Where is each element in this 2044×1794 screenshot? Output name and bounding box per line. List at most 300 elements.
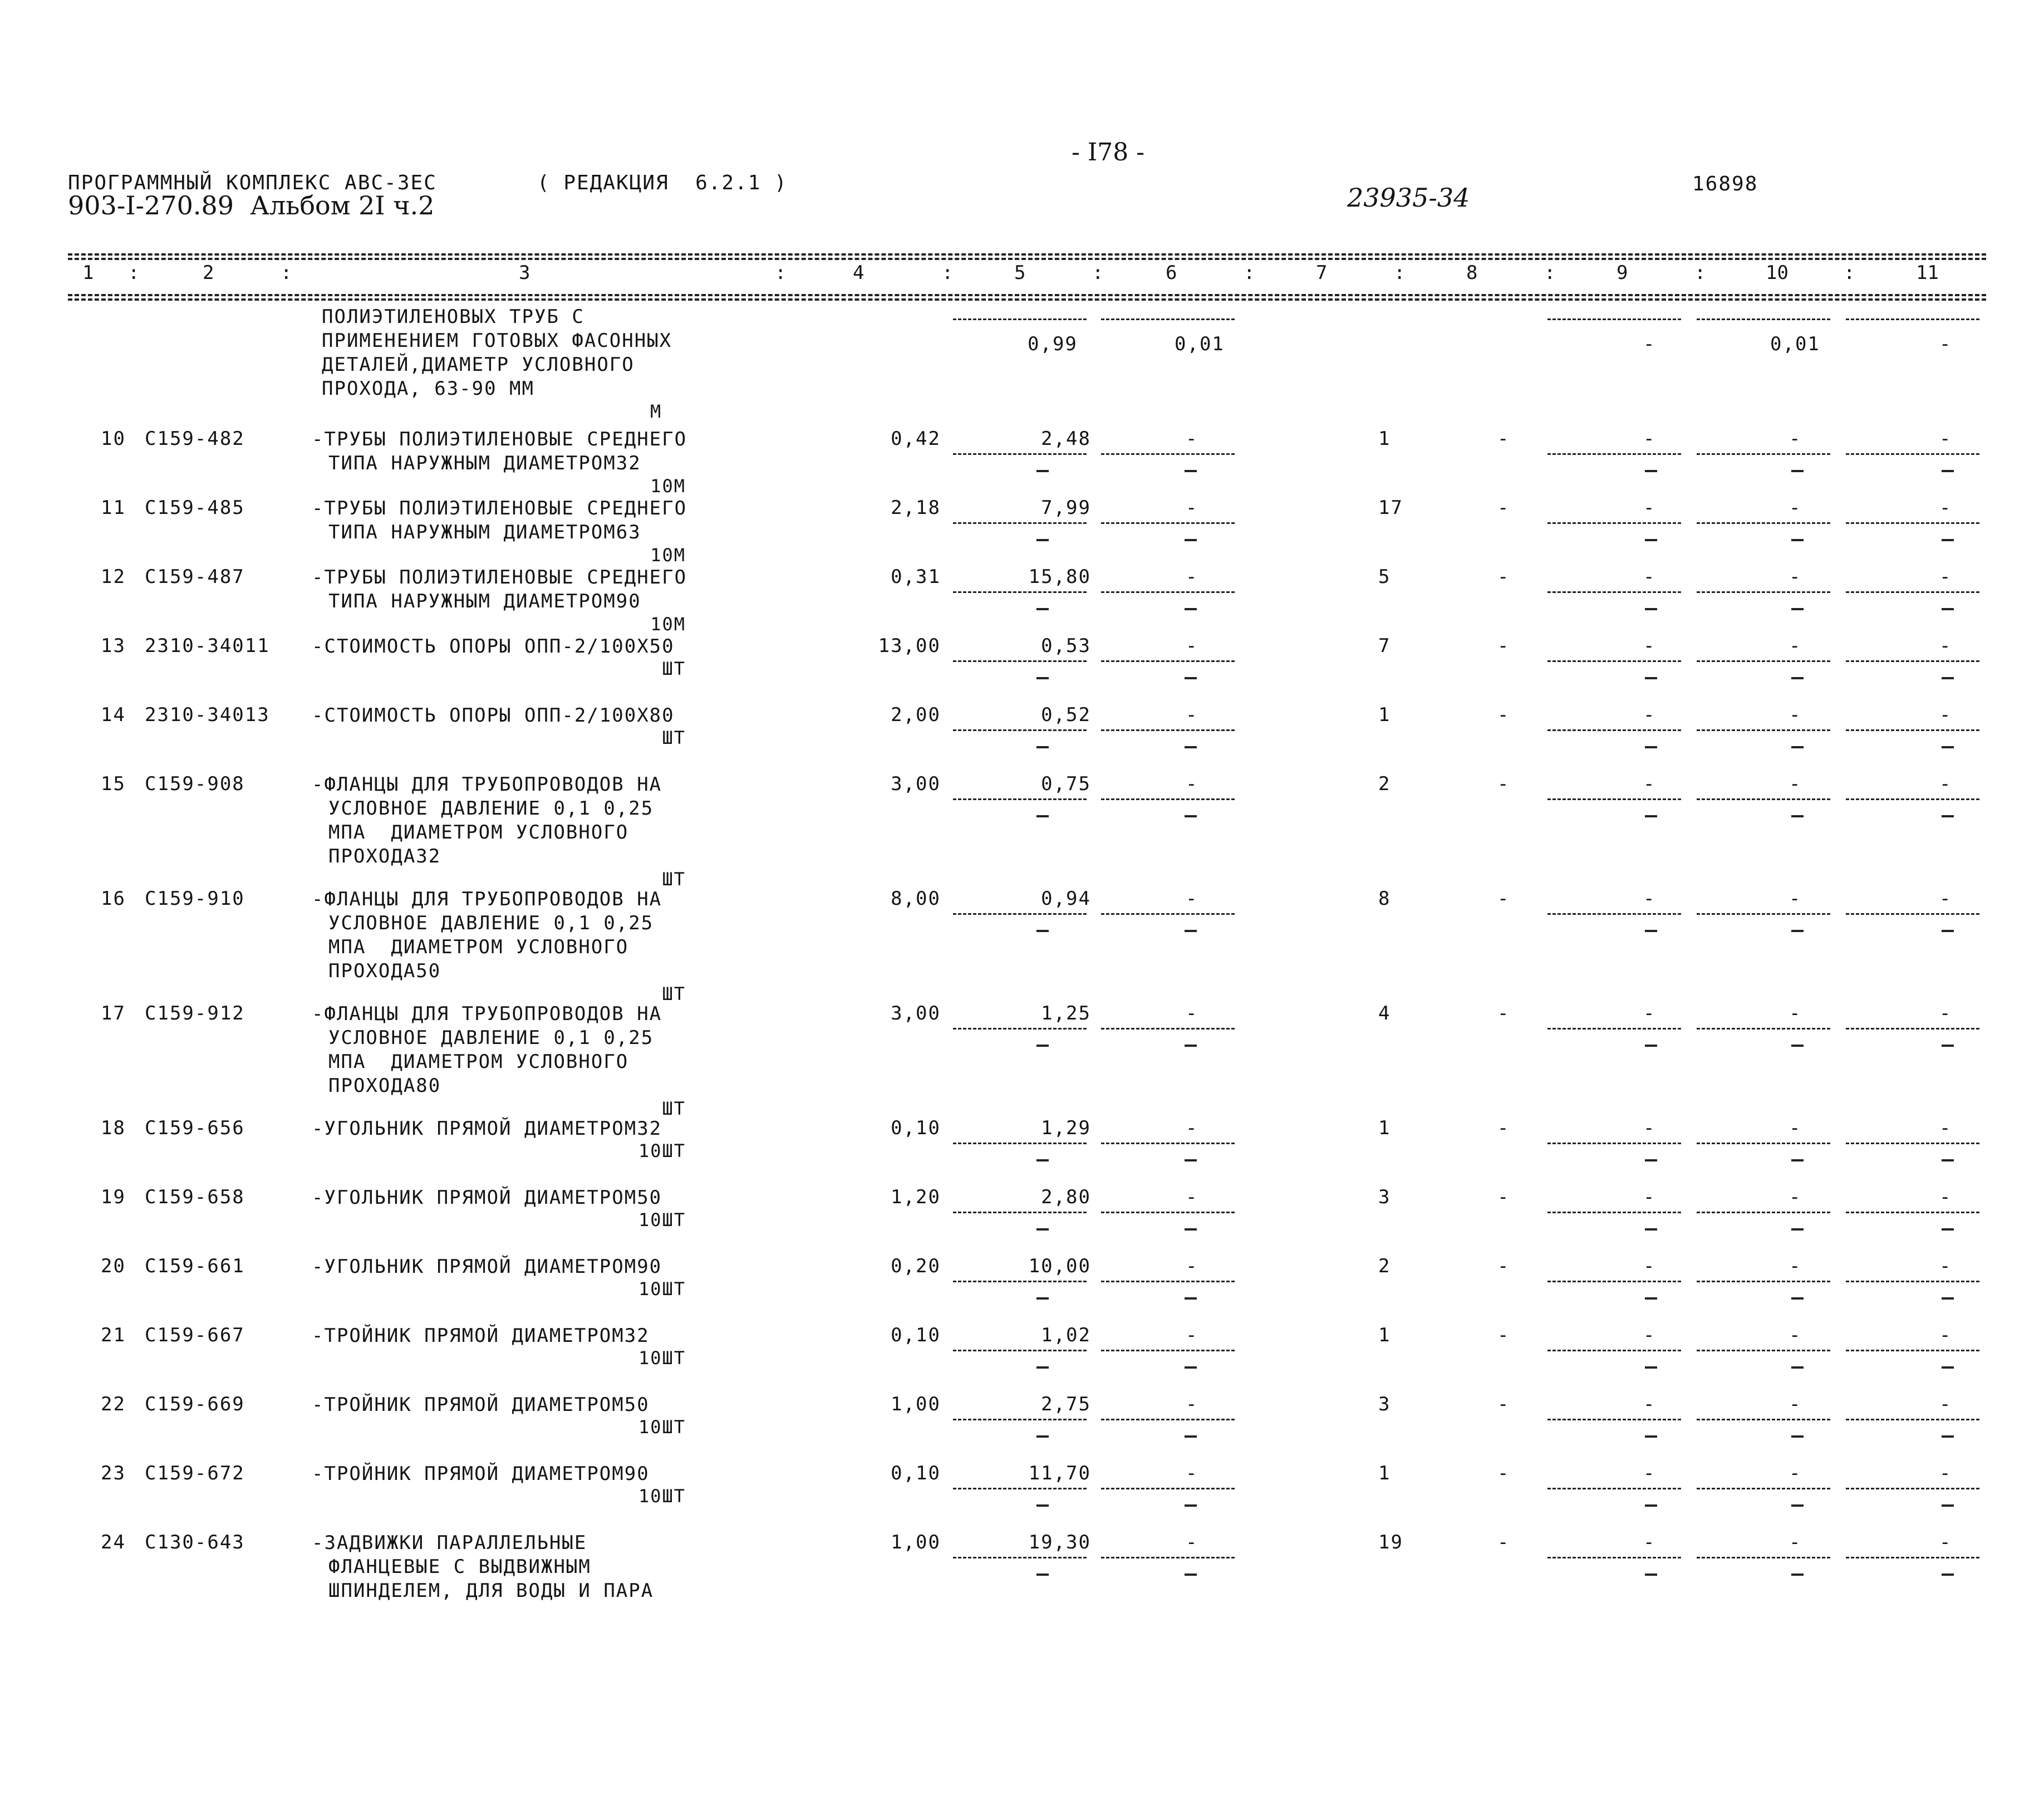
row-number: 14 (101, 704, 126, 726)
row-c5: 15,80 (1028, 566, 1091, 588)
divider (1547, 798, 1681, 800)
sub-dash (1036, 1228, 1049, 1231)
row-c10: - (1789, 566, 1802, 588)
row-unit: 10М (650, 614, 686, 635)
divider (1547, 522, 1681, 524)
divider (1846, 1281, 1979, 1282)
row-c9: - (1643, 1255, 1656, 1277)
col-sep: : (1844, 262, 1855, 284)
row-description-line: МПА ДИАМЕТРОМ УСЛОВНОГО (328, 1051, 629, 1073)
row-number: 13 (101, 635, 126, 657)
divider (1697, 453, 1830, 455)
sub-dash (1185, 1435, 1197, 1438)
row-number: 17 (101, 1002, 126, 1025)
intro-c10: 0,01 (1770, 333, 1820, 355)
row-c6: - (1186, 566, 1198, 588)
row-unit: 10М (650, 476, 686, 497)
row-c8: - (1497, 1186, 1510, 1208)
row-code: С159-672 (145, 1462, 245, 1484)
sub-dash (1942, 677, 1954, 679)
divider (953, 1419, 1087, 1420)
row-number: 21 (101, 1324, 126, 1346)
row-c9: - (1643, 1186, 1656, 1208)
document-number: 23935-34 (1347, 183, 1470, 213)
row-code: С159-482 (145, 428, 245, 450)
row-c5: 11,70 (1028, 1462, 1091, 1484)
divider (1697, 1488, 1830, 1489)
row-code: С159-658 (145, 1186, 245, 1208)
row-c6: - (1186, 1002, 1198, 1025)
row-description-line: ТИПА НАРУЖНЫМ ДИАМЕТРОМ63 (328, 521, 641, 543)
sub-dash (1036, 1159, 1049, 1161)
row-c10: - (1789, 635, 1802, 657)
row-number: 24 (101, 1531, 126, 1553)
row-c11: - (1939, 1324, 1952, 1346)
sub-dash (1185, 470, 1197, 472)
col-sep: : (281, 262, 292, 284)
intro-unit: М (650, 401, 662, 422)
row-c4: 0,31 (891, 566, 941, 588)
sub-dash (1791, 1574, 1804, 1576)
row-c10: - (1789, 1324, 1802, 1346)
row-unit: 10ШТ (638, 1347, 686, 1369)
sub-dash (1036, 746, 1049, 748)
row-c6: - (1186, 704, 1198, 726)
row-description-line: УСЛОВНОЕ ДАВЛЕНИЕ 0,1 0,25 (328, 1027, 654, 1049)
row-code: С159-661 (145, 1255, 245, 1277)
divider (1101, 591, 1235, 593)
row-c8: - (1497, 566, 1510, 588)
row-c8: - (1497, 1324, 1510, 1346)
sub-dash (1645, 677, 1657, 679)
sub-dash (1645, 1159, 1657, 1161)
project-album: 903-I-270.89 Альбом 2I ч.2 (68, 190, 435, 220)
row-c5: 1,25 (1041, 1002, 1091, 1025)
row-unit: 10М (650, 545, 686, 566)
row-unit: ШТ (662, 727, 686, 748)
row-unit: 10ШТ (638, 1278, 686, 1300)
col-sep: : (1394, 262, 1406, 284)
row-c6: - (1186, 1324, 1198, 1346)
row-c11: - (1939, 497, 1952, 519)
col-9: 9 (1616, 262, 1628, 284)
row-c8: - (1497, 497, 1510, 519)
row-c7: 19 (1378, 1531, 1403, 1553)
row-unit: 10ШТ (638, 1209, 686, 1231)
sub-dash (1942, 608, 1954, 610)
row-c6: - (1186, 1393, 1198, 1415)
page-number: - I78 - (1072, 138, 1145, 166)
row-c4: 0,10 (891, 1324, 941, 1346)
row-c7: 2 (1378, 1255, 1391, 1277)
sub-dash (1942, 1228, 1954, 1231)
row-c6: - (1186, 1255, 1198, 1277)
sub-dash (1645, 1574, 1657, 1576)
sub-dash (1942, 1297, 1954, 1300)
sub-dash (1036, 1574, 1049, 1576)
divider (1101, 729, 1235, 731)
divider (953, 913, 1087, 915)
document-code: 16898 (1692, 173, 1758, 195)
row-c7: 1 (1378, 1324, 1391, 1346)
row-c8: - (1497, 1002, 1510, 1025)
sub-dash (1645, 815, 1657, 817)
divider (953, 591, 1087, 593)
row-description-line: УСЛОВНОЕ ДАВЛЕНИЕ 0,1 0,25 (328, 912, 654, 934)
divider (1697, 1212, 1830, 1213)
row-c8: - (1497, 888, 1510, 910)
row-c9: - (1643, 497, 1656, 519)
row-description-line: ПРОХОДА50 (328, 960, 441, 982)
header-top-rule (68, 253, 1986, 256)
divider (1101, 798, 1235, 800)
divider (953, 729, 1087, 731)
sub-dash (1942, 1366, 1954, 1369)
row-description-line: -ФЛАНЦЫ ДЛЯ ТРУБОПРОВОДОВ НА (312, 1003, 662, 1025)
sub-dash (1036, 539, 1049, 541)
divider (953, 1212, 1087, 1213)
row-c9: - (1643, 773, 1656, 795)
divider (1547, 660, 1681, 662)
row-c5: 2,48 (1041, 428, 1091, 450)
row-number: 20 (101, 1255, 126, 1277)
sub-dash (1036, 677, 1049, 679)
row-c11: - (1939, 1531, 1952, 1553)
divider (1101, 522, 1235, 524)
row-number: 12 (101, 566, 126, 588)
sub-dash (1791, 1504, 1804, 1507)
row-description-line: -ТРУБЫ ПОЛИЭТИЛЕНОВЫЕ СРЕДНЕГО (312, 497, 687, 519)
divider (953, 660, 1087, 662)
divider (1846, 453, 1979, 455)
row-number: 10 (101, 428, 126, 450)
divider (1846, 1419, 1979, 1420)
divider (1846, 1212, 1979, 1213)
divider (1846, 729, 1979, 731)
row-c9: - (1643, 888, 1656, 910)
sub-dash (1645, 470, 1657, 472)
sub-dash (1791, 1228, 1804, 1231)
row-c9: - (1643, 428, 1656, 450)
sub-dash (1036, 1366, 1049, 1369)
col-7: 7 (1316, 262, 1328, 284)
row-c11: - (1939, 773, 1952, 795)
row-code: 2310-34011 (145, 635, 270, 657)
row-c6: - (1186, 497, 1198, 519)
intro-line: ПРОХОДА, 63-90 ММ (322, 378, 534, 400)
row-c10: - (1789, 704, 1802, 726)
divider (1101, 453, 1235, 455)
divider (1101, 1281, 1235, 1282)
row-c5: 1,29 (1041, 1117, 1091, 1139)
col-11: 11 (1916, 262, 1939, 284)
row-c4: 0,42 (891, 428, 941, 450)
sub-dash (1036, 470, 1049, 472)
row-c4: 1,00 (891, 1393, 941, 1415)
row-c5: 10,00 (1028, 1255, 1091, 1277)
divider (1846, 660, 1979, 662)
intro-line: ПРИМЕНЕНИЕМ ГОТОВЫХ ФАСОННЫХ (322, 330, 672, 352)
sub-dash (1645, 1297, 1657, 1300)
sub-dash (1942, 815, 1954, 817)
col-10: 10 (1766, 262, 1788, 284)
divider (1101, 1028, 1235, 1030)
row-c4: 2,18 (891, 497, 941, 519)
sub-dash (1942, 1504, 1954, 1507)
row-code: С159-656 (145, 1117, 245, 1139)
row-c8: - (1497, 1462, 1510, 1484)
divider (1547, 1212, 1681, 1213)
divider (1697, 591, 1830, 593)
row-c6: - (1186, 773, 1198, 795)
row-c10: - (1789, 497, 1802, 519)
row-c8: - (1497, 1255, 1510, 1277)
divider (1846, 1488, 1979, 1489)
sub-dash (1185, 1159, 1197, 1161)
divider (953, 1350, 1087, 1351)
divider (1697, 798, 1830, 800)
row-c8: - (1497, 1393, 1510, 1415)
row-number: 22 (101, 1393, 126, 1415)
row-c6: - (1186, 428, 1198, 450)
col-sep: : (1544, 262, 1556, 284)
row-code: С130-643 (145, 1531, 245, 1553)
divider (1101, 318, 1235, 320)
row-description-line: ТИПА НАРУЖНЫМ ДИАМЕТРОМ90 (328, 590, 641, 612)
divider (953, 318, 1087, 320)
row-number: 18 (101, 1117, 126, 1139)
sub-dash (1791, 746, 1804, 748)
divider (953, 1028, 1087, 1030)
program-title: ПРОГРАММНЫЙ КОМПЛЕКС АВС-ЗЕС (68, 171, 437, 194)
row-description-line: ФЛАНЦЕВЫЕ С ВЫДВИЖНЫМ (328, 1556, 591, 1578)
divider (1547, 1028, 1681, 1030)
row-number: 15 (101, 773, 126, 795)
divider (1697, 522, 1830, 524)
header-top-rule-2 (68, 258, 1986, 260)
divider (1846, 318, 1979, 320)
divider (1846, 522, 1979, 524)
row-c9: - (1643, 1117, 1656, 1139)
intro-c6: 0,01 (1175, 333, 1225, 355)
row-description-line: ПРОХОДА80 (328, 1075, 441, 1097)
sub-dash (1791, 539, 1804, 541)
row-c4: 0,10 (891, 1462, 941, 1484)
divider (1846, 913, 1979, 915)
col-sep: : (128, 262, 140, 284)
divider (1697, 318, 1830, 320)
row-c9: - (1643, 1393, 1656, 1415)
divider (1547, 318, 1681, 320)
sub-dash (1036, 1504, 1049, 1507)
row-code: С159-910 (145, 888, 245, 910)
row-description-line: -ТРУБЫ ПОЛИЭТИЛЕНОВЫЕ СРЕДНЕГО (312, 428, 687, 450)
row-code: С159-908 (145, 773, 245, 795)
row-description-line: -СТОИМОСТЬ ОПОРЫ ОПП-2/100Х80 (312, 704, 675, 727)
sub-dash (1942, 1435, 1954, 1438)
sub-dash (1645, 539, 1657, 541)
sub-dash (1942, 1045, 1954, 1047)
sub-dash (1645, 1228, 1657, 1231)
divider (1846, 798, 1979, 800)
row-c4: 13,00 (878, 635, 941, 657)
sub-dash (1942, 1159, 1954, 1161)
row-c7: 3 (1378, 1186, 1391, 1208)
divider (1101, 1419, 1235, 1420)
divider (1846, 1028, 1979, 1030)
row-c4: 1,20 (891, 1186, 941, 1208)
divider (953, 453, 1087, 455)
row-unit: ШТ (662, 658, 686, 679)
intro-line: ПОЛИЭТИЛЕНОВЫХ ТРУБ С (322, 306, 584, 328)
row-description-line: -СТОИМОСТЬ ОПОРЫ ОПП-2/100Х50 (312, 635, 675, 658)
divider (953, 1557, 1087, 1558)
row-c10: - (1789, 773, 1802, 795)
row-c5: 7,99 (1041, 497, 1091, 519)
row-c4: 1,00 (891, 1531, 941, 1553)
row-c7: 7 (1378, 635, 1391, 657)
row-unit: 10ШТ (638, 1486, 686, 1507)
row-unit: ШТ (662, 983, 686, 1004)
sub-dash (1185, 746, 1197, 748)
row-description-line: УСЛОВНОЕ ДАВЛЕНИЕ 0,1 0,25 (328, 797, 654, 820)
row-c10: - (1789, 888, 1802, 910)
sub-dash (1036, 608, 1049, 610)
row-c6: - (1186, 1117, 1198, 1139)
sub-dash (1791, 608, 1804, 610)
row-c8: - (1497, 773, 1510, 795)
row-c11: - (1939, 428, 1952, 450)
sub-dash (1791, 1045, 1804, 1047)
row-c8: - (1497, 1531, 1510, 1553)
row-description-line: -ФЛАНЦЫ ДЛЯ ТРУБОПРОВОДОВ НА (312, 888, 662, 910)
row-description-line: ШПИНДЕЛЕМ, ДЛЯ ВОДЫ И ПАРА (328, 1580, 654, 1602)
row-c7: 1 (1378, 428, 1391, 450)
row-c7: 5 (1378, 566, 1391, 588)
row-c10: - (1789, 1186, 1802, 1208)
row-description-line: -ЗАДВИЖКИ ПАРАЛЛЕЛЬНЫЕ (312, 1532, 587, 1554)
row-c10: - (1789, 1462, 1802, 1484)
row-c6: - (1186, 1462, 1198, 1484)
row-code: С159-912 (145, 1002, 245, 1025)
row-description-line: -ТРОЙНИК ПРЯМОЙ ДИАМЕТРОМ32 (312, 1325, 650, 1347)
row-c11: - (1939, 1002, 1952, 1025)
row-description-line: МПА ДИАМЕТРОМ УСЛОВНОГО (328, 821, 629, 844)
row-c5: 0,75 (1041, 773, 1091, 795)
sub-dash (1036, 1045, 1049, 1047)
divider (1547, 1419, 1681, 1420)
divider (1547, 453, 1681, 455)
divider (953, 1488, 1087, 1489)
col-5: 5 (1014, 262, 1026, 284)
row-c4: 8,00 (891, 888, 941, 910)
divider (1697, 1028, 1830, 1030)
row-c11: - (1939, 888, 1952, 910)
row-c7: 1 (1378, 1462, 1391, 1484)
intro-line: ДЕТАЛЕЙ,ДИАМЕТР УСЛОВНОГО (322, 354, 635, 376)
row-c5: 0,94 (1041, 888, 1091, 910)
row-description-line: -УГОЛЬНИК ПРЯМОЙ ДИАМЕТРОМ32 (312, 1117, 662, 1140)
divider (1101, 1488, 1235, 1489)
row-c7: 4 (1378, 1002, 1391, 1025)
row-c11: - (1939, 1186, 1952, 1208)
divider (953, 798, 1087, 800)
sub-dash (1036, 1435, 1049, 1438)
row-c7: 8 (1378, 888, 1391, 910)
row-c5: 19,30 (1028, 1531, 1091, 1553)
row-c9: - (1643, 1324, 1656, 1346)
sub-dash (1791, 677, 1804, 679)
sub-dash (1645, 608, 1657, 610)
edition-label: ( РЕДАКЦИЯ 6.2.1 ) (537, 171, 788, 194)
sub-dash (1791, 1435, 1804, 1438)
divider (1101, 1143, 1235, 1144)
row-description-line: -ТРОЙНИК ПРЯМОЙ ДИАМЕТРОМ50 (312, 1394, 650, 1416)
divider (1547, 1350, 1681, 1351)
row-c11: - (1939, 1393, 1952, 1415)
sub-dash (1185, 1228, 1197, 1231)
sub-dash (1185, 1574, 1197, 1576)
row-c5: 1,02 (1041, 1324, 1091, 1346)
row-code: С159-669 (145, 1393, 245, 1415)
sub-dash (1942, 746, 1954, 748)
row-c7: 1 (1378, 704, 1391, 726)
row-description-line: -УГОЛЬНИК ПРЯМОЙ ДИАМЕТРОМ50 (312, 1187, 662, 1209)
row-c7: 3 (1378, 1393, 1391, 1415)
row-c9: - (1643, 1531, 1656, 1553)
row-description-line: -ФЛАНЦЫ ДЛЯ ТРУБОПРОВОДОВ НА (312, 773, 662, 796)
row-c5: 0,53 (1041, 635, 1091, 657)
row-c11: - (1939, 1117, 1952, 1139)
col-sep: : (942, 262, 954, 284)
row-c10: - (1789, 1393, 1802, 1415)
divider (1547, 1281, 1681, 1282)
row-description-line: -УГОЛЬНИК ПРЯМОЙ ДИАМЕТРОМ90 (312, 1256, 662, 1278)
intro-c9: - (1643, 333, 1656, 355)
divider (1101, 1557, 1235, 1558)
sub-dash (1645, 930, 1657, 932)
row-c5: 0,52 (1041, 704, 1091, 726)
sub-dash (1791, 930, 1804, 932)
sub-dash (1942, 1574, 1954, 1576)
row-c6: - (1186, 888, 1198, 910)
row-c8: - (1497, 704, 1510, 726)
row-number: 11 (101, 497, 126, 519)
intro-c5: 0,99 (1028, 333, 1078, 355)
row-c11: - (1939, 704, 1952, 726)
divider (953, 1143, 1087, 1144)
sub-dash (1645, 1045, 1657, 1047)
row-c4: 2,00 (891, 704, 941, 726)
sub-dash (1942, 539, 1954, 541)
row-c4: 0,20 (891, 1255, 941, 1277)
row-c4: 0,10 (891, 1117, 941, 1139)
row-c11: - (1939, 1255, 1952, 1277)
col-sep: : (1092, 262, 1104, 284)
row-c8: - (1497, 1117, 1510, 1139)
sub-dash (1036, 1297, 1049, 1300)
divider (1101, 1212, 1235, 1213)
divider (1846, 1557, 1979, 1558)
divider (1697, 1350, 1830, 1351)
row-c9: - (1643, 1002, 1656, 1025)
divider (1101, 1350, 1235, 1351)
divider (1846, 1143, 1979, 1144)
sub-dash (1185, 677, 1197, 679)
row-c10: - (1789, 428, 1802, 450)
col-6: 6 (1166, 262, 1177, 284)
divider (1547, 591, 1681, 593)
